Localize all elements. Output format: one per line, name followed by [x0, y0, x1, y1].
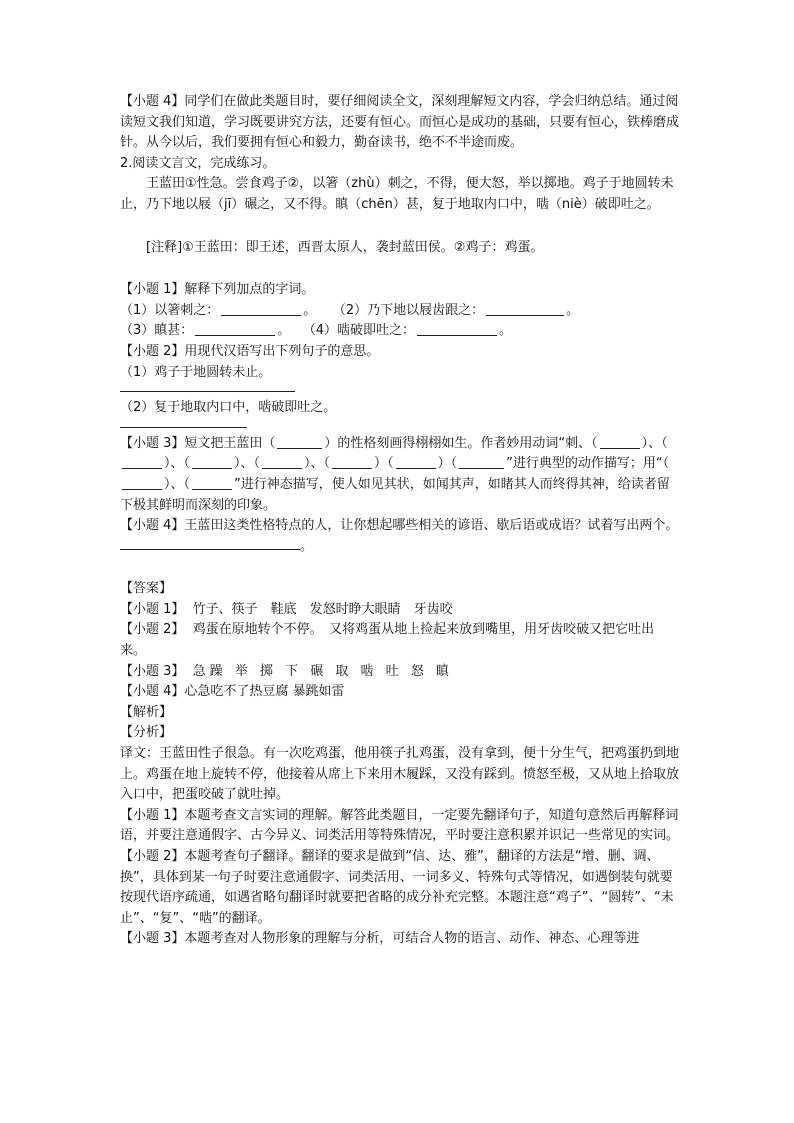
answer-q3: 【小题 3】 急躁 举 掷 下 碾 取 啮 吐 怒 瞋 [120, 663, 453, 679]
analysis-translation: 译文：王蓝田性子很急。有一次吃鸡蛋，他用筷子扎鸡蛋，没有拿到，便十分生气，把鸡蛋扔到地上。鸡蛋在地上旋转不停，他接着从席上下来用木履踩，又没有踩到。愤怒至极，又从地上拾取放入口中，把蛋咬破了就吐掉。 [120, 746, 680, 803]
q4-title: 【小题 4】王蓝田这类性格特点的人，让你想起哪些相关的谚语、歇后语或成语？试着写出两个。 [120, 518, 679, 534]
q1-row-1: （1）以箸刺之： 。 （2）乃下地以屐齿跟之： 。 [120, 302, 580, 318]
q3-blank-verb-2[interactable] [122, 454, 162, 469]
q2-sentence-1: （1）鸡子于地圆转未止。 [120, 364, 272, 380]
q3-blank-verb-5[interactable] [332, 454, 372, 469]
q3-blank-verb-4[interactable] [262, 454, 302, 469]
q1-blank-3[interactable] [195, 321, 275, 336]
classical-passage: 王蓝田①性急。尝食鸡子②，以箸（zhù）刺之，不得，便大怒，举以掷地。鸡子于地圆转未止，乃下地以屐（jī）碾之，又不得。瞋（chēn）甚，复于地取内口中，啮（niè）破即吐之。 [120, 176, 674, 212]
q3-blank-verb-7[interactable] [459, 454, 504, 469]
q2-answer-line-1[interactable] [120, 383, 295, 392]
q1-title: 【小题 1】解释下列加点的字词。 [120, 282, 315, 298]
q2-title: 【小题 2】用现代汉语写出下列句子的意思。 [120, 343, 380, 359]
analysis-heading: 【解析】 [120, 704, 173, 720]
q1-blank-2[interactable] [486, 301, 564, 316]
analysis-q1: 【小题 1】本题考查文言实词的理解。解答此类题目，一定要先翻译句子，知道句意然后再解释词语，并要注意通假字、古今异义、词类活用等特殊情况，平时要注意积累并识记一些常见的实词。 [120, 807, 680, 844]
q1-blank-4[interactable] [417, 321, 497, 336]
q3-blank-trait[interactable] [277, 434, 322, 449]
analysis-subheading: 【分析】 [120, 725, 173, 741]
answer-q4: 【小题 4】心急吃不了热豆腐 暴跳如雷 [120, 684, 345, 700]
analysis-q3: 【小题 3】本题考查对人物形象的理解与分析，可结合人物的语言、动作、神态、心理等进 [120, 931, 640, 947]
document-page [120, 92, 680, 950]
q1-row-2: （3）瞋甚： 。 （4）啮破即吐之： 。 [120, 323, 512, 339]
q3-blank-expression-2[interactable] [192, 475, 232, 490]
q3-text: 【小题 3】短文把王蓝田（ ）的性格刻画得栩栩如生。作者妙用动词“刺、（ ）、（）、（ ）、（ ）、（ ）（ ）（ ”进行典型的动作描写；用“（）、（ ”进行神态描写，使人如见其状，如闻其声，如睹其人而终得其神，给读者留下极其鲜明而深刻的印象。 [120, 435, 670, 513]
q3-blank-verb-1[interactable] [600, 434, 640, 449]
q2-answer-line-2[interactable] [120, 419, 247, 428]
q3-blank-verb-6[interactable] [396, 454, 436, 469]
answer-q2: 【小题 2】 鸡蛋在原地转个不停。 又将鸡蛋从地上捡起来放到嘴里，用牙齿咬破又把它吐出来。 [120, 622, 655, 659]
q4-answer-row: 。 [120, 537, 680, 558]
q3-blank-expression-1[interactable] [122, 475, 162, 490]
passage-note: [注释]①王蓝田：即王述，西晋太原人，袭封蓝田侯。②鸡子：鸡蛋。 [146, 239, 544, 255]
section-title: 2.阅读文言文，完成练习。 [120, 155, 276, 171]
q3-blank-verb-3[interactable] [192, 454, 232, 469]
answer-heading: 【答案】 [120, 581, 173, 597]
analysis-q2: 【小题 2】本题考查句子翻译。翻译的要求是做到“信、达、雅”，翻译的方法是“增、删、调、换”，具体到某一句子时要注意通假字、词类活用、一词多义、特殊句式等情况，如遇倒装句就要按现代语序疏通，如遇省略句翻译时就要把省略的成分补充完整。本题注意“鸡子”、“圆转”、“未止”、“复”、“啮”的翻译。 [120, 849, 674, 926]
q2-sentence-2: （2）复于地取内口中，啮破即吐之。 [120, 400, 337, 416]
q4-answer-line[interactable] [120, 537, 300, 550]
q1-blank-1[interactable] [221, 301, 301, 316]
previous-analysis-q4: 【小题 4】同学们在做此类题目时，要仔细阅读全文，深刻理解短文内容，学会归纳总结。通过阅读短文我们知道，学习既要讲究方法，还要有恒心。而恒心是成功的基础，只要有恒心，铁棒磨成针。从今以后，我们要拥有恒心和毅力，勤奋读书，绝不不半途而废。 [120, 94, 680, 151]
answer-q1: 【小题 1】 竹子、筷子 鞋底 发怒时睁大眼睛 牙齿咬 [120, 601, 453, 617]
